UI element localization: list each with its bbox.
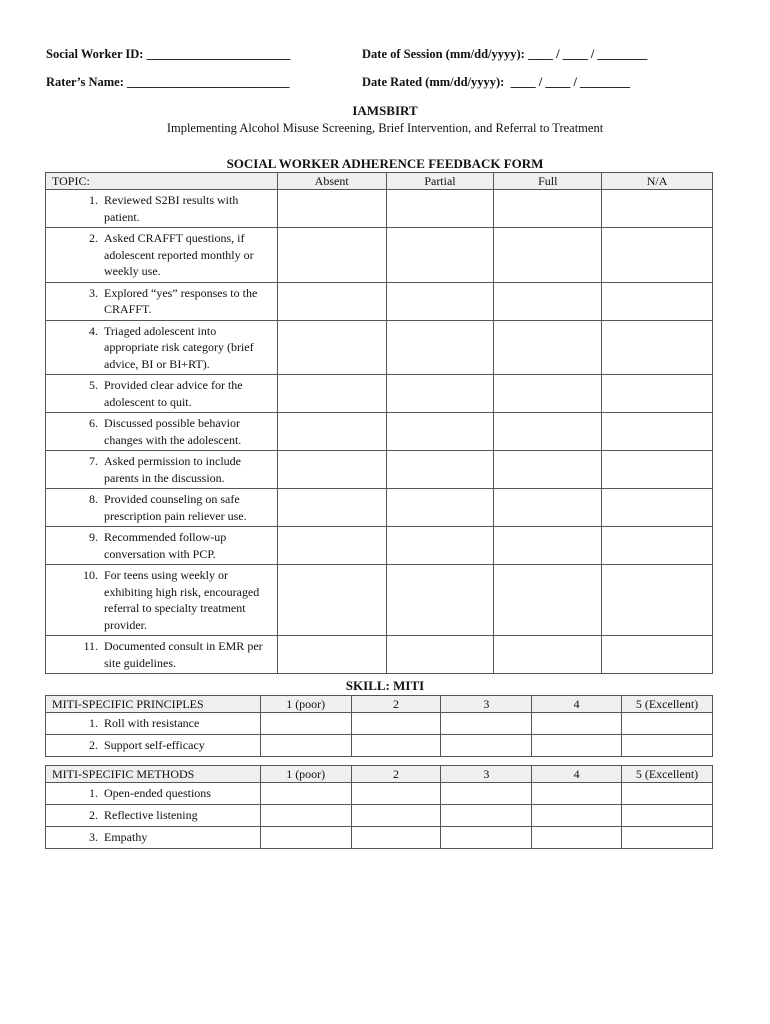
- rating-cell[interactable]: [494, 527, 602, 565]
- topic-cell: [46, 636, 278, 674]
- rating-cell[interactable]: [494, 565, 602, 636]
- score-cell[interactable]: [351, 783, 441, 805]
- rating-cell[interactable]: [277, 636, 386, 674]
- item-number: 9.: [89, 530, 98, 544]
- score-cell[interactable]: [260, 783, 351, 805]
- item-number: 2.: [89, 738, 98, 752]
- rating-3-header: 3: [441, 696, 532, 713]
- score-cell[interactable]: [622, 827, 713, 849]
- rating-cell[interactable]: [386, 375, 494, 413]
- rating-2-header: 2: [351, 766, 441, 783]
- rating-cell[interactable]: [602, 190, 713, 228]
- rating-cell[interactable]: [386, 413, 494, 451]
- na-header: N/A: [602, 173, 713, 190]
- score-cell[interactable]: [351, 827, 441, 849]
- score-cell[interactable]: [532, 805, 622, 827]
- rating-cell[interactable]: [277, 320, 386, 375]
- rating-1-header: 1 (poor): [260, 696, 351, 713]
- item-number: 2.: [89, 808, 98, 822]
- topic-row: [46, 282, 713, 320]
- rating-5-header: 5 (Excellent): [622, 696, 713, 713]
- rating-5-header: 5 (Excellent): [622, 766, 713, 783]
- form-title: SOCIAL WORKER ADHERENCE FEEDBACK FORM: [226, 156, 544, 171]
- topic-cell: [46, 228, 278, 283]
- rating-cell[interactable]: [277, 565, 386, 636]
- topic-cell: [46, 451, 278, 489]
- score-cell[interactable]: [260, 713, 351, 735]
- item-number: 4.: [89, 323, 98, 338]
- topic-header: TOPIC:: [46, 173, 278, 190]
- topic-cell: [46, 805, 261, 827]
- rater-name-field[interactable]: Rater’s Name: __________________________: [46, 75, 290, 89]
- social-worker-id-field[interactable]: Social Worker ID: _______________________: [46, 47, 291, 61]
- rating-cell[interactable]: [602, 636, 713, 674]
- score-cell[interactable]: [260, 805, 351, 827]
- item-text: Provided clear advice for the adolescent to quit.: [104, 378, 243, 409]
- score-cell[interactable]: [532, 827, 622, 849]
- rating-cell[interactable]: [277, 282, 386, 320]
- methods-table: [45, 765, 713, 849]
- topic-row: [46, 228, 713, 283]
- topic-cell: [46, 527, 278, 565]
- topic-cell: [46, 735, 261, 757]
- skill-title: SKILL: MITI: [345, 678, 425, 693]
- rating-cell[interactable]: [602, 282, 713, 320]
- item-number: 6.: [89, 416, 98, 430]
- rating-cell[interactable]: [494, 413, 602, 451]
- topic-row: [46, 451, 713, 489]
- rating-cell[interactable]: [386, 489, 494, 527]
- score-cell[interactable]: [441, 827, 532, 849]
- absent-header: Absent: [277, 173, 386, 190]
- item-number: 1.: [89, 716, 98, 730]
- item-text: Reflective listening: [104, 808, 198, 822]
- item-number: 3.: [89, 830, 98, 844]
- rating-cell[interactable]: [386, 320, 494, 375]
- score-cell[interactable]: [351, 805, 441, 827]
- score-cell[interactable]: [441, 735, 532, 757]
- item-text: Reviewed S2BI results with patient.: [104, 193, 239, 224]
- score-cell[interactable]: [532, 713, 622, 735]
- item-number: 1.: [89, 193, 98, 207]
- rating-4-header: 4: [532, 696, 622, 713]
- score-cell[interactable]: [441, 783, 532, 805]
- topic-cell: [46, 375, 278, 413]
- topic-cell: [46, 827, 261, 849]
- item-text: Empathy: [104, 830, 148, 844]
- principles-table: [45, 695, 713, 757]
- rating-cell[interactable]: [277, 375, 386, 413]
- topic-row: [46, 190, 713, 228]
- topic-cell: [46, 489, 278, 527]
- item-text: Roll with resistance: [104, 716, 200, 730]
- full-header: Full: [494, 173, 602, 190]
- item-text: Asked permission to include parents in the discussion.: [104, 454, 241, 485]
- date-rated-field[interactable]: Date Rated (mm/dd/yyyy): ____ / ____ / ________: [362, 75, 631, 89]
- rating-cell[interactable]: [277, 190, 386, 228]
- partial-header: Partial: [386, 173, 494, 190]
- topic-header-row: [46, 173, 713, 190]
- item-number: 10.: [83, 568, 98, 582]
- topic-row: [46, 527, 713, 565]
- score-cell[interactable]: [532, 735, 622, 757]
- rating-cell[interactable]: [494, 228, 602, 283]
- rating-cell[interactable]: [494, 282, 602, 320]
- rating-cell[interactable]: [386, 527, 494, 565]
- principle-row: [46, 735, 713, 757]
- method-row: [46, 783, 713, 805]
- topic-row: [46, 375, 713, 413]
- item-text: Triaged adolescent into appropriate risk category (brief advice, BI or BI+RT).: [104, 323, 254, 371]
- topic-table: [45, 172, 713, 674]
- rating-1-header: 1 (poor): [260, 766, 351, 783]
- topic-row: [46, 565, 713, 636]
- item-number: 5.: [89, 378, 98, 392]
- item-number: 11.: [83, 639, 98, 653]
- method-row: [46, 805, 713, 827]
- item-text: Asked CRAFFT questions, if adolescent reported monthly or weekly use.: [104, 231, 254, 278]
- rating-cell[interactable]: [494, 190, 602, 228]
- rating-cell[interactable]: [277, 413, 386, 451]
- rating-cell[interactable]: [494, 636, 602, 674]
- rating-cell[interactable]: [494, 451, 602, 489]
- date-of-session-field[interactable]: Date of Session (mm/dd/yyyy): ____ / ____ / ________: [362, 47, 648, 61]
- topic-row: [46, 636, 713, 674]
- topic-cell: [46, 282, 278, 320]
- item-text: For teens using weekly or exhibiting high risk, encouraged referral to specialty treatment provider.: [104, 568, 260, 632]
- topic-row: [46, 413, 713, 451]
- principles-header: MITI-SPECIFIC PRINCIPLES: [46, 696, 261, 713]
- method-row: [46, 827, 713, 849]
- rating-cell[interactable]: [494, 489, 602, 527]
- item-number: 7.: [89, 454, 98, 468]
- score-cell[interactable]: [260, 735, 351, 757]
- rating-cell[interactable]: [386, 451, 494, 489]
- rating-cell[interactable]: [386, 228, 494, 283]
- item-text: Discussed possible behavior changes with the adolescent.: [104, 416, 242, 447]
- score-cell[interactable]: [532, 783, 622, 805]
- score-cell[interactable]: [351, 735, 441, 757]
- rating-cell[interactable]: [386, 565, 494, 636]
- score-cell[interactable]: [622, 735, 713, 757]
- methods-header: MITI-SPECIFIC METHODS: [46, 766, 261, 783]
- score-cell[interactable]: [622, 783, 713, 805]
- methods-header-row: [46, 766, 713, 783]
- item-number: 8.: [89, 492, 98, 506]
- rating-cell[interactable]: [494, 375, 602, 413]
- topic-cell: [46, 783, 261, 805]
- topic-cell: [46, 413, 278, 451]
- score-cell[interactable]: [622, 805, 713, 827]
- rating-cell[interactable]: [602, 228, 713, 283]
- rating-cell[interactable]: [277, 451, 386, 489]
- document-subtitle: Implementing Alcohol Misuse Screening, Brief Intervention, and Referral to Treatment: [166, 121, 604, 135]
- rating-cell[interactable]: [494, 320, 602, 375]
- item-text: Support self-efficacy: [104, 738, 205, 752]
- rating-cell[interactable]: [602, 413, 713, 451]
- topic-cell: [46, 320, 278, 375]
- rating-4-header: 4: [532, 766, 622, 783]
- rating-cell[interactable]: [386, 190, 494, 228]
- rating-cell[interactable]: [277, 228, 386, 283]
- principles-header-row: [46, 696, 713, 713]
- rating-cell[interactable]: [386, 282, 494, 320]
- item-number: 3.: [89, 285, 98, 300]
- topic-cell: [46, 713, 261, 735]
- item-text: Recommended follow-up conversation with PCP.: [104, 530, 227, 561]
- rating-cell[interactable]: [602, 451, 713, 489]
- rating-2-header: 2: [351, 696, 441, 713]
- score-cell[interactable]: [260, 827, 351, 849]
- item-text: Provided counseling on safe prescription pain reliever use.: [104, 492, 247, 523]
- score-cell[interactable]: [441, 713, 532, 735]
- score-cell[interactable]: [441, 805, 532, 827]
- rating-cell[interactable]: [277, 489, 386, 527]
- principle-row: [46, 713, 713, 735]
- item-text: Open-ended questions: [104, 786, 211, 800]
- rating-cell[interactable]: [602, 527, 713, 565]
- rating-cell[interactable]: [386, 636, 494, 674]
- rating-3-header: 3: [441, 766, 532, 783]
- document-title: IAMSBIRT: [352, 103, 418, 118]
- item-text: Documented consult in EMR per site guidelines.: [104, 639, 263, 670]
- item-number: 1.: [89, 786, 98, 800]
- topic-cell: [46, 565, 278, 636]
- rating-cell[interactable]: [602, 375, 713, 413]
- item-text: Explored “yes” responses to the CRAFFT.: [104, 285, 258, 316]
- topic-row: [46, 489, 713, 527]
- item-number: 2.: [89, 231, 98, 245]
- score-cell[interactable]: [351, 713, 441, 735]
- topic-row: [46, 320, 713, 375]
- topic-cell: [46, 190, 278, 228]
- rating-cell[interactable]: [602, 320, 713, 375]
- rating-cell[interactable]: [602, 489, 713, 527]
- rating-cell[interactable]: [277, 527, 386, 565]
- rating-cell[interactable]: [602, 565, 713, 636]
- score-cell[interactable]: [622, 713, 713, 735]
